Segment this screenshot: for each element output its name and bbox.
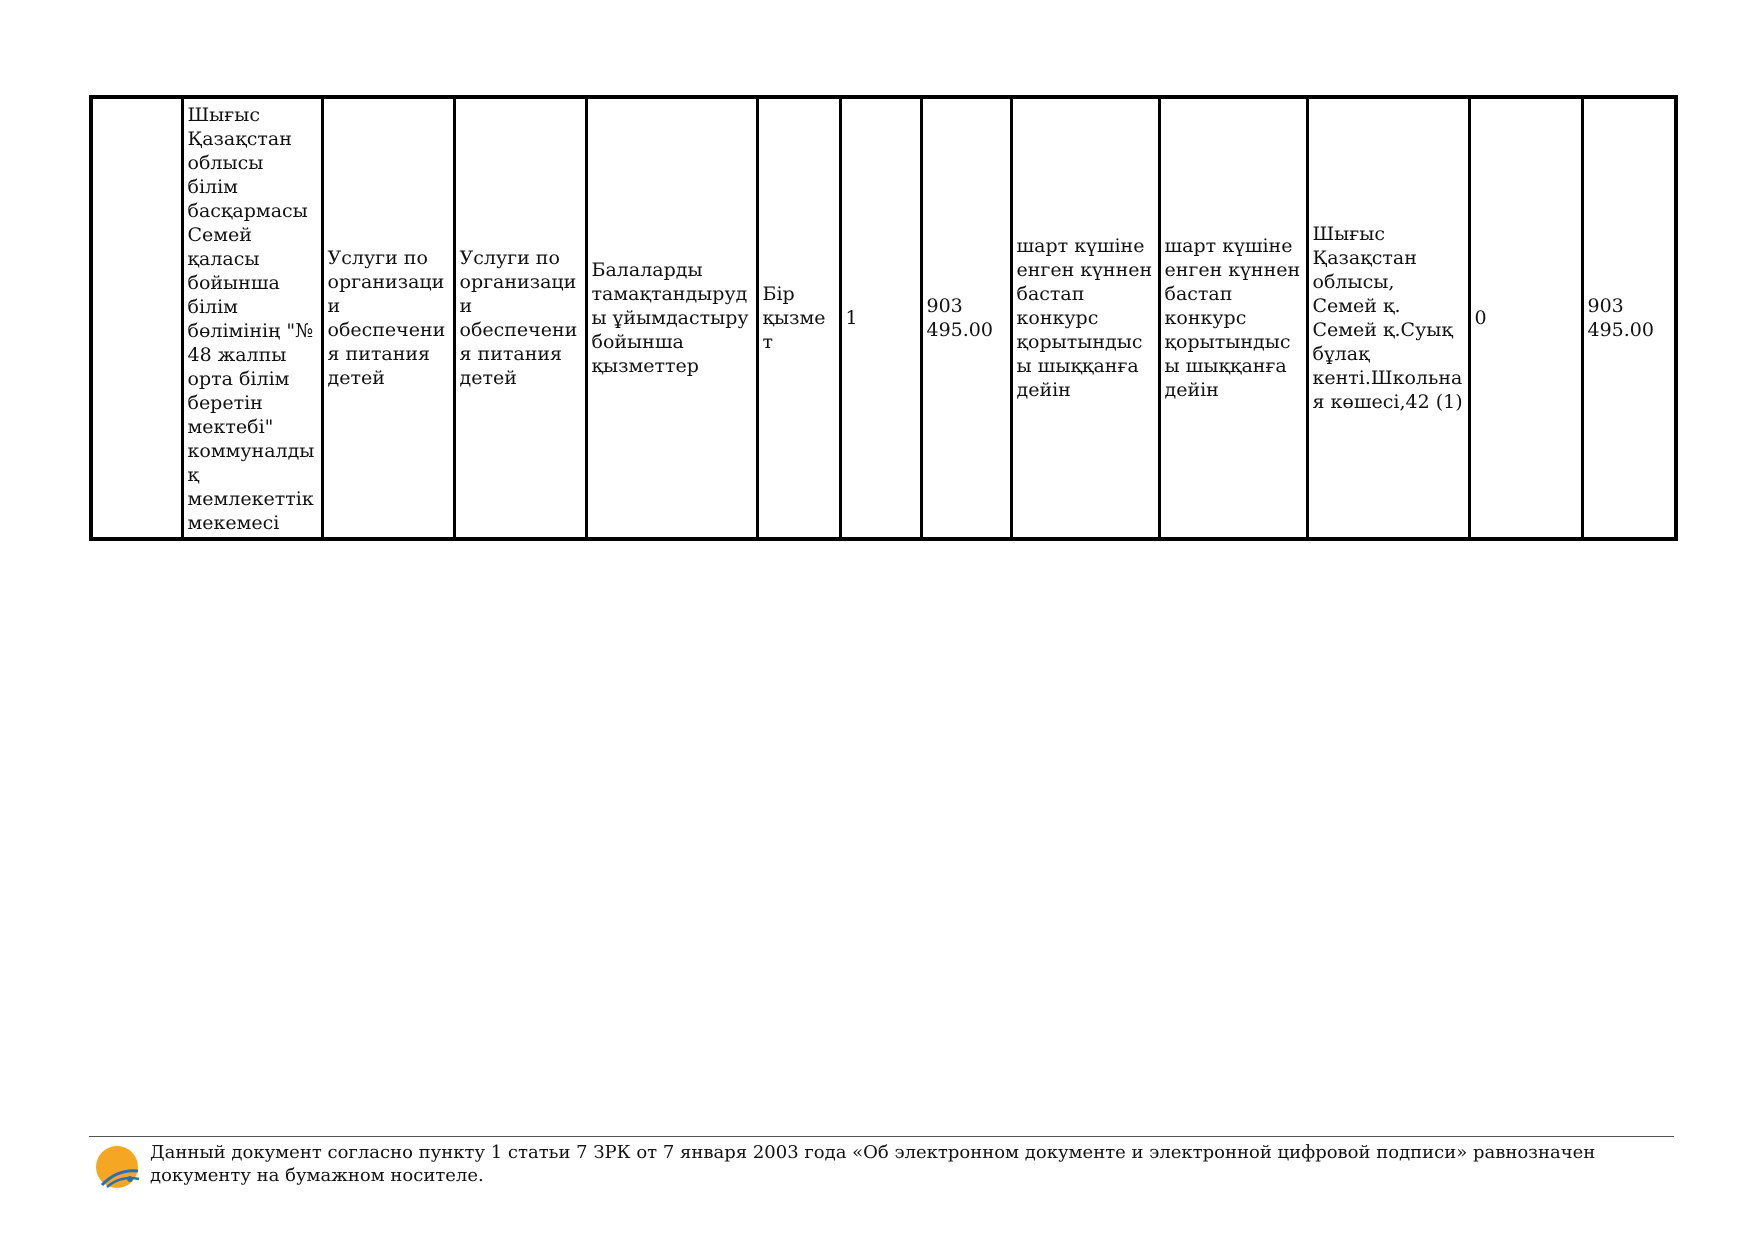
footer-legal-text: Данный документ согласно пункту 1 статьи 7 ЗРК от 7 января 2003 года «Об электронном документе и электронной цифровой подписи» равнозначен документу на бумажном носителе. xyxy=(150,1142,1596,1186)
cell-number xyxy=(91,97,182,539)
procurement-table xyxy=(89,95,1678,541)
cell-price: 903 495.00 xyxy=(921,97,1011,539)
cell-name-ru: Услуги по организации обеспечения питания детей xyxy=(322,97,454,539)
cell-customer: Шығыс Қазақстан облысы білім басқармасы Семей қаласы бойынша білім бөлімінің "№ 48 жалпы орта білім беретін мектебі" коммуналдық мемлекеттік мекемесі xyxy=(182,97,322,539)
cell-description-kz: Балаларды тамақтандыруды ұйымдастыру бойынша қызметтер xyxy=(586,97,757,539)
cell-total: 903 495.00 xyxy=(1582,97,1676,539)
cell-contract-term: шарт күшіне енген күннен бастап конкурс қорытындысы шыққанға дейін xyxy=(1159,97,1307,539)
cell-unit: Бір қызмет xyxy=(757,97,840,539)
cell-advance: 0 xyxy=(1469,97,1582,539)
cell-description-ru: Услуги по организации обеспечения питания детей xyxy=(454,97,586,539)
e-gov-sun-logo-icon xyxy=(93,1141,143,1191)
cell-delivery-place: Шығыс Қазақстан облысы, Семей қ. Семей қ.Суық бұлақ кенті.Школьная көшесі,42 (1) xyxy=(1307,97,1469,539)
footer-divider xyxy=(89,1136,1674,1137)
table-row xyxy=(91,97,1676,539)
cell-quantity: 1 xyxy=(840,97,921,539)
cell-delivery-term: шарт күшіне енген күннен бастап конкурс қорытындысы шыққанға дейін xyxy=(1011,97,1159,539)
